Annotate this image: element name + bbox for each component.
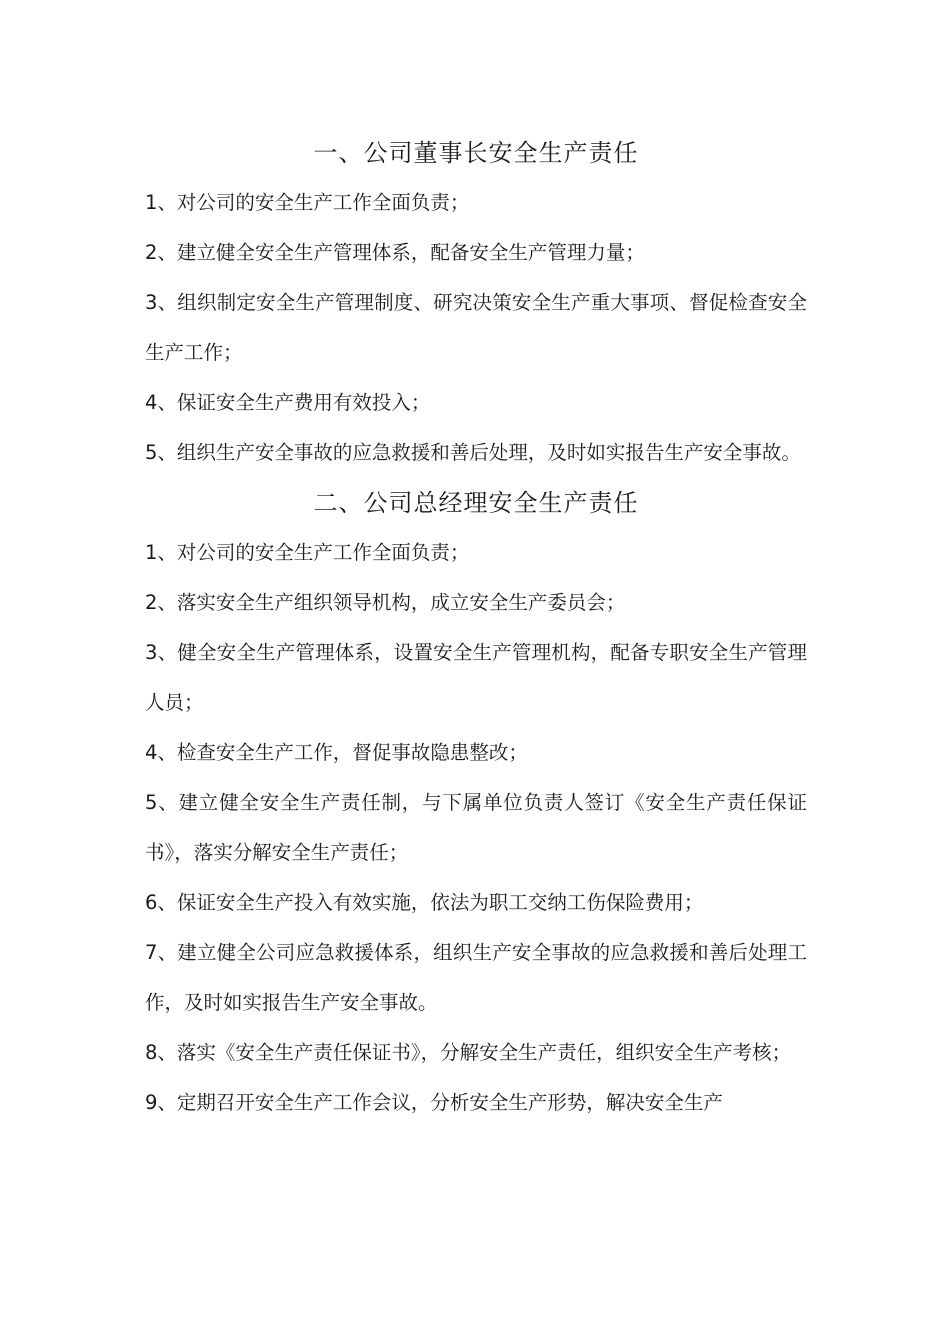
list-item: 6、保证安全生产投入有效实施，依法为职工交纳工伤保险费用； (145, 891, 704, 914)
document-page (145, 128, 807, 1128)
list-item: 1、对公司的安全生产工作全面负责； (145, 541, 470, 564)
list-item: 4、检查安全生产工作，督促事故隐患整改； (145, 741, 528, 764)
list-item: 1、对公司的安全生产工作全面负责； (145, 191, 470, 214)
list-item: 2、建立健全安全生产管理体系，配备安全生产管理力量； (145, 241, 645, 264)
list-item: 3、健全安全生产管理体系，设置安全生产管理机构，配备专职安全生产管理人员； (145, 641, 807, 714)
list-item: 7、建立健全公司应急救援体系，组织生产安全事故的应急救援和善后处理工作，及时如实报告生产安全事故。 (145, 941, 807, 1014)
section-general-manager (145, 478, 807, 1128)
list-item: 5、建立健全安全生产责任制，与下属单位负责人签订《安全生产责任保证书》，落实分解安全生产责任； (145, 791, 807, 864)
section-title: 一、公司董事长安全生产责任 (313, 139, 639, 167)
list-item: 2、落实安全生产组织领导机构，成立安全生产委员会； (145, 591, 626, 614)
list-item: 9、定期召开安全生产工作会议，分析安全生产形势，解决安全生产 (145, 1091, 723, 1114)
list-item: 5、组织生产安全事故的应急救援和善后处理，及时如实报告生产安全事故。 (145, 441, 801, 464)
section-title: 二、公司总经理安全生产责任 (313, 489, 639, 517)
list-item: 8、落实《安全生产责任保证书》，分解安全生产责任，组织安全生产考核； (145, 1041, 792, 1064)
list-item: 3、组织制定安全生产管理制度、研究决策安全生产重大事项、督促检查安全生产工作； (145, 291, 807, 364)
list-item: 4、保证安全生产费用有效投入； (145, 391, 431, 414)
section-chairman (145, 128, 807, 478)
